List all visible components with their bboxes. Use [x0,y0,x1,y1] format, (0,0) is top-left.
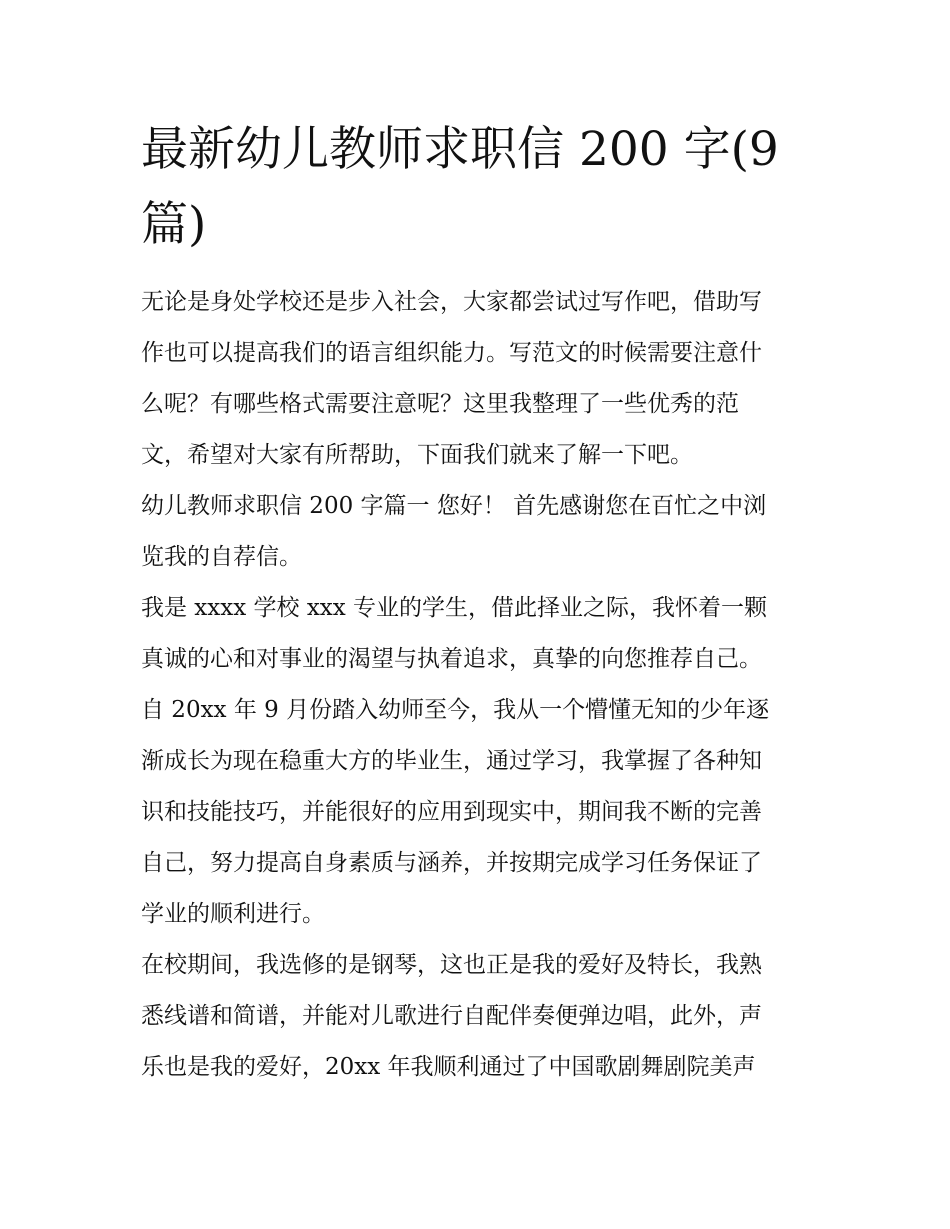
text-line: 览我的自荐信。 [141,544,302,570]
paragraph-skills [141,940,816,1093]
text-line: 识和技能技巧，并能很好的应用到现实中，期间我不断的完善 [141,799,762,825]
text-line: 作也可以提高我们的语言组织能力。写范文的时候需要注意什 [141,340,762,366]
document-content [141,112,816,1093]
text-line: 么呢？有哪些格式需要注意呢？这里我整理了一些优秀的范 [141,391,739,417]
text-line: 无论是身处学校还是步入社会，大家都尝试过写作吧，借助写 [141,289,762,315]
paragraph-intro [141,277,816,481]
paragraph-self-intro [141,583,816,940]
text-line: 幼儿教师求职信 200 字篇一 您好！ 首先感谢您在百忙之中浏 [141,493,767,519]
text-line: 自 20xx 年 9 月份踏入幼师至今，我从一个懵懂无知的少年逐 [141,697,770,723]
text-line: 自己，努力提高自身素质与涵养，并按期完成学习任务保证了 [141,850,762,876]
text-line: 乐也是我的爱好，20xx 年我顺利通过了中国歌剧舞剧院美声 [141,1054,756,1080]
title-line: 篇) [141,197,207,252]
text-line: 学业的顺利进行。 [141,901,325,927]
document-body [141,277,816,1093]
text-line: 在校期间，我选修的是钢琴，这也正是我的爱好及特长，我熟 [141,952,762,978]
text-line: 悉线谱和简谱，并能对儿歌进行自配伴奏便弹边唱，此外，声 [141,1003,762,1029]
title-line: 最新幼儿教师求职信 200 字(9 [141,122,779,177]
text-line: 渐成长为现在稳重大方的毕业生，通过学习，我掌握了各种知 [141,748,762,774]
document-title [141,112,816,262]
paragraph-greeting [141,481,816,583]
text-line: 真诚的心和对事业的渴望与执着追求，真挚的向您推荐自己。 [141,646,762,672]
text-line: 我是 xxxx 学校 xxx 专业的学生，借此择业之际，我怀着一颗 [141,595,768,621]
text-line: 文，希望对大家有所帮助，下面我们就来了解一下吧。 [141,442,693,468]
